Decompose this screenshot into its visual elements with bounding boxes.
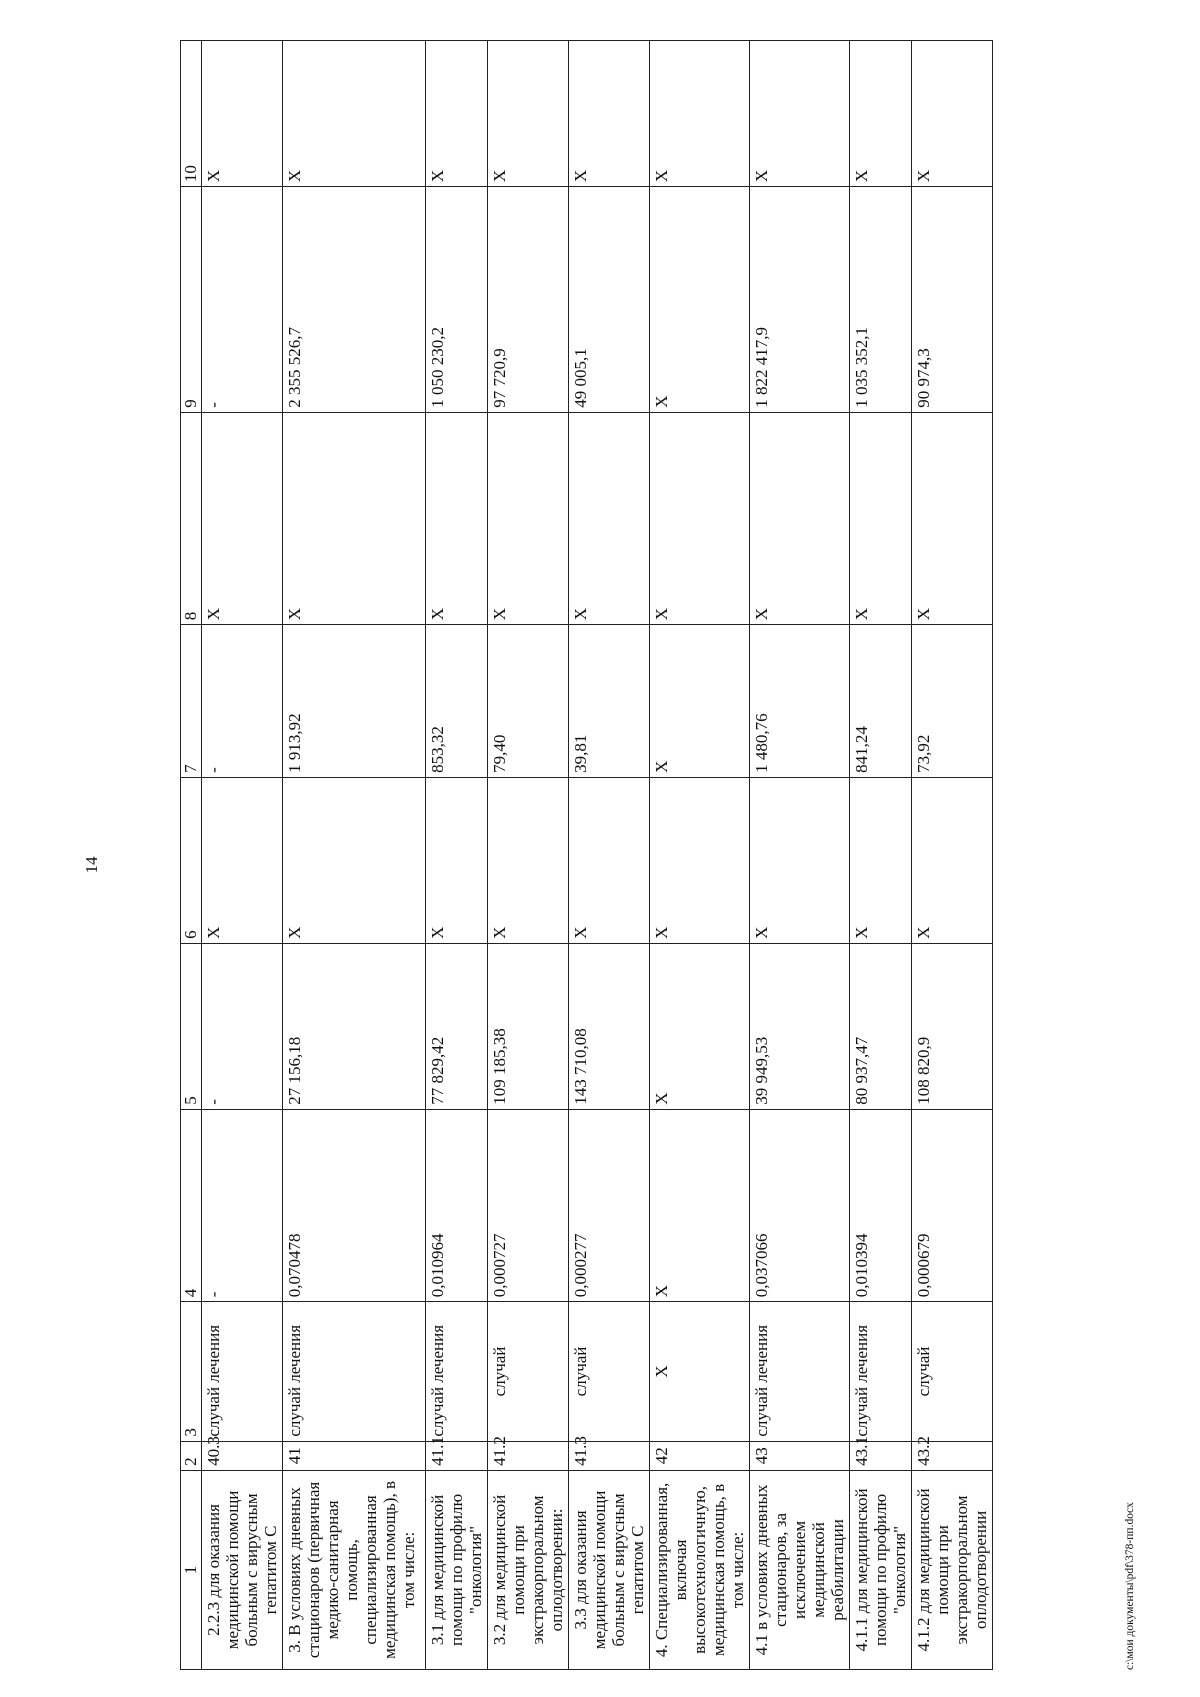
value-cell: - <box>202 943 283 1109</box>
value-cell: 39,81 <box>569 625 650 778</box>
unit-cell: случай лечения <box>426 1302 488 1441</box>
row-label: 4. Специализированная, включая высокотехнологичную, медицинская помощь, в том числе: <box>650 1470 750 1669</box>
value-cell: 1 480,76 <box>750 625 850 778</box>
col-header-10: 10 <box>181 41 202 187</box>
table-row <box>912 41 993 1670</box>
col-header-7: 7 <box>181 625 202 778</box>
table-row <box>283 41 426 1670</box>
value-cell: 0,000277 <box>569 1109 650 1302</box>
value-cell: 80 937,47 <box>850 943 912 1109</box>
value-cell: 0,010964 <box>426 1109 488 1302</box>
value-cell: X <box>850 412 912 624</box>
value-cell: X <box>488 777 569 943</box>
value-cell: 108 820,9 <box>912 943 993 1109</box>
value-cell: 1 035 352,1 <box>850 187 912 413</box>
col-header-5: 5 <box>181 943 202 1109</box>
value-cell: 853,32 <box>426 625 488 778</box>
value-cell: 49 005,1 <box>569 187 650 413</box>
col-header-8: 8 <box>181 412 202 624</box>
value-cell: 0,070478 <box>283 1109 426 1302</box>
rotated-table-frame <box>180 40 990 1670</box>
row-number: 43.1 <box>850 1441 912 1470</box>
value-cell: X <box>202 41 283 187</box>
value-cell: X <box>850 41 912 187</box>
header-row <box>181 41 202 1670</box>
value-cell: X <box>650 943 750 1109</box>
table-row <box>750 41 850 1670</box>
unit-cell: случай <box>569 1302 650 1441</box>
value-cell: 109 185,38 <box>488 943 569 1109</box>
value-cell: X <box>426 41 488 187</box>
row-label: 4.1.1 для медицинской помощи по профилю "онкология" <box>850 1470 912 1669</box>
unit-cell: случай <box>912 1302 993 1441</box>
row-number: 42 <box>650 1441 750 1470</box>
value-cell: X <box>750 412 850 624</box>
value-cell: - <box>202 187 283 413</box>
col-header-6: 6 <box>181 777 202 943</box>
value-cell: 39 949,53 <box>750 943 850 1109</box>
col-header-4: 4 <box>181 1109 202 1302</box>
value-cell: 2 355 526,7 <box>283 187 426 413</box>
value-cell: 0,037066 <box>750 1109 850 1302</box>
value-cell: X <box>426 777 488 943</box>
table-row <box>650 41 750 1670</box>
value-cell: X <box>202 412 283 624</box>
row-number: 41.3 <box>569 1441 650 1470</box>
value-cell: 73,92 <box>912 625 993 778</box>
table-row <box>850 41 912 1670</box>
row-label: 4.1 в условиях дневных стационаров, за исключением медицинской реабилитации <box>750 1470 850 1669</box>
unit-cell: случай лечения <box>283 1302 426 1441</box>
value-cell: X <box>569 41 650 187</box>
value-cell: X <box>650 41 750 187</box>
value-cell: 841,24 <box>850 625 912 778</box>
row-label: 2.2.3 для оказания медицинской помощи больным с вирусным гепатитом С <box>202 1470 283 1669</box>
value-cell: X <box>202 777 283 943</box>
unit-cell: случай <box>488 1302 569 1441</box>
row-label: 4.1.2 для медицинской помощи при экстракорпоральном оплодотворении <box>912 1470 993 1669</box>
row-label: 3. В условиях дневных стационаров (первичная медико-санитарная помощь, специализированная медицинская помощь), в том числе: <box>283 1470 426 1669</box>
table-row <box>488 41 569 1670</box>
value-cell: X <box>750 41 850 187</box>
unit-cell: случай лечения <box>202 1302 283 1441</box>
value-cell: X <box>750 777 850 943</box>
row-number: 40.3 <box>202 1441 283 1470</box>
row-number: 41.1 <box>426 1441 488 1470</box>
row-label: 3.3 для оказания медицинской помощи больным с вирусным гепатитом С <box>569 1470 650 1669</box>
file-path-footer: c:\мои документы\pdf\378-пп.docx <box>1124 1502 1136 1670</box>
col-header-3: 3 <box>181 1302 202 1441</box>
unit-cell: X <box>650 1302 750 1441</box>
value-cell: X <box>650 1109 750 1302</box>
value-cell: X <box>650 777 750 943</box>
value-cell: X <box>283 777 426 943</box>
value-cell: X <box>488 412 569 624</box>
row-number: 43 <box>750 1441 850 1470</box>
row-number: 43.2 <box>912 1441 993 1470</box>
col-header-1: 1 <box>181 1470 202 1669</box>
value-cell: - <box>202 625 283 778</box>
data-table <box>180 40 993 1670</box>
value-cell: - <box>202 1109 283 1302</box>
table-row <box>569 41 650 1670</box>
value-cell: 0,000727 <box>488 1109 569 1302</box>
col-header-2: 2 <box>181 1441 202 1470</box>
row-number: 41 <box>283 1441 426 1470</box>
value-cell: X <box>650 187 750 413</box>
value-cell: X <box>283 412 426 624</box>
value-cell: 0,010394 <box>850 1109 912 1302</box>
table-row <box>202 41 283 1670</box>
value-cell: X <box>650 412 750 624</box>
value-cell: 97 720,9 <box>488 187 569 413</box>
value-cell: 79,40 <box>488 625 569 778</box>
unit-cell: случай лечения <box>750 1302 850 1441</box>
value-cell: X <box>912 777 993 943</box>
value-cell: 143 710,08 <box>569 943 650 1109</box>
value-cell: 1 050 230,2 <box>426 187 488 413</box>
table-row <box>426 41 488 1670</box>
col-header-9: 9 <box>181 187 202 413</box>
page-number: 14 <box>82 856 101 874</box>
value-cell: 77 829,42 <box>426 943 488 1109</box>
unit-cell: случай лечения <box>850 1302 912 1441</box>
row-label: 3.1 для медицинской помощи по профилю "онкология" <box>426 1470 488 1669</box>
value-cell: X <box>488 41 569 187</box>
value-cell: X <box>569 412 650 624</box>
value-cell: X <box>283 41 426 187</box>
value-cell: 27 156,18 <box>283 943 426 1109</box>
value-cell: X <box>650 625 750 778</box>
value-cell: X <box>912 412 993 624</box>
value-cell: 1 822 417,9 <box>750 187 850 413</box>
row-label: 3.2 для медицинской помощи при экстракорпоральном оплодотворении: <box>488 1470 569 1669</box>
value-cell: X <box>569 777 650 943</box>
value-cell: X <box>426 412 488 624</box>
value-cell: X <box>912 41 993 187</box>
value-cell: X <box>850 777 912 943</box>
value-cell: 0,000679 <box>912 1109 993 1302</box>
value-cell: 1 913,92 <box>283 625 426 778</box>
value-cell: 90 974,3 <box>912 187 993 413</box>
row-number: 41.2 <box>488 1441 569 1470</box>
